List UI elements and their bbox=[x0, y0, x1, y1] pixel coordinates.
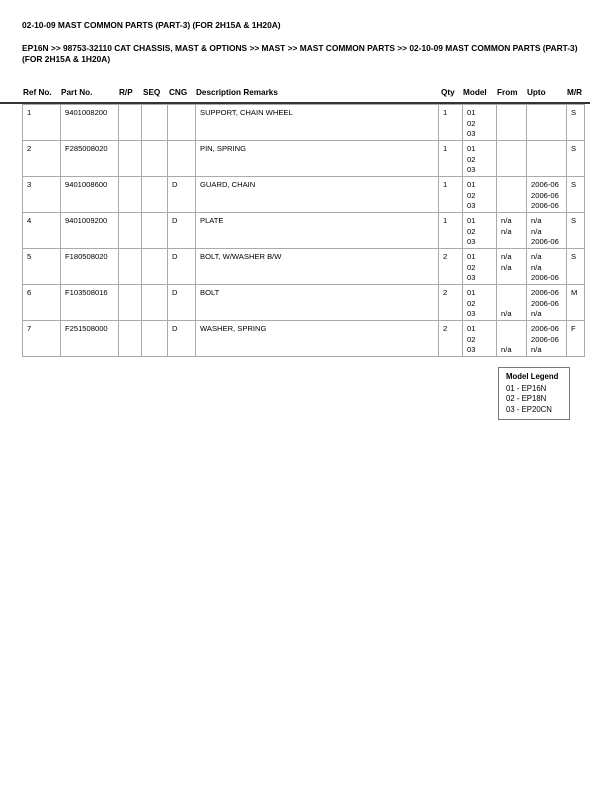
cell-from bbox=[497, 177, 527, 213]
legend-title: Model Legend bbox=[506, 372, 559, 381]
cell-rp bbox=[119, 177, 142, 213]
upto-line bbox=[531, 165, 563, 176]
header-cng: CNG bbox=[169, 88, 188, 97]
cell-upto bbox=[527, 105, 567, 141]
upto-line: n/a bbox=[531, 216, 542, 225]
cell-model bbox=[463, 105, 497, 141]
cell-model bbox=[463, 321, 497, 357]
cell-from bbox=[497, 105, 527, 141]
header-from: From bbox=[497, 88, 518, 97]
from-line bbox=[501, 129, 523, 140]
header-desc: Description Remarks bbox=[196, 88, 278, 97]
upto-line: 2006-06 bbox=[531, 273, 559, 282]
cell-cng: D bbox=[168, 177, 196, 213]
model-line: 02 bbox=[467, 154, 476, 164]
table-row bbox=[23, 141, 585, 177]
cell-ref: 3 bbox=[23, 177, 61, 213]
cell-cng: D bbox=[168, 285, 196, 321]
cell-cng: D bbox=[168, 249, 196, 285]
model-line: 02 bbox=[467, 190, 476, 200]
cell-rp bbox=[119, 285, 142, 321]
model-line: 01 bbox=[467, 216, 476, 225]
cell-upto bbox=[527, 249, 567, 285]
cell-upto bbox=[527, 141, 567, 177]
cell-ref: 4 bbox=[23, 213, 61, 249]
from-line bbox=[501, 299, 523, 310]
cell-seq bbox=[142, 213, 168, 249]
cell-rp bbox=[119, 105, 142, 141]
cell-qty: 1 bbox=[439, 177, 463, 213]
upto-line bbox=[531, 144, 563, 155]
upto-line: 2006-06 bbox=[531, 180, 559, 189]
from-line: n/a bbox=[501, 252, 512, 261]
cell-from bbox=[497, 213, 527, 249]
cell-qty: 1 bbox=[439, 141, 463, 177]
model-line: 01 bbox=[467, 252, 476, 261]
model-line: 03 bbox=[467, 129, 476, 138]
table-row bbox=[23, 285, 585, 321]
upto-line: 2006-06 bbox=[531, 237, 559, 246]
cell-rp bbox=[119, 141, 142, 177]
from-line: n/a bbox=[501, 226, 512, 236]
cell-desc: PIN, SPRING bbox=[196, 141, 439, 177]
from-line bbox=[501, 324, 523, 335]
cell-rp bbox=[119, 321, 142, 357]
cell-mr: S bbox=[567, 141, 585, 177]
upto-line: 2006-06 bbox=[531, 298, 559, 308]
cell-cng: D bbox=[168, 213, 196, 249]
upto-line: 2006-06 bbox=[531, 201, 559, 210]
cell-qty: 2 bbox=[439, 285, 463, 321]
from-line bbox=[501, 155, 523, 166]
from-line: n/a bbox=[501, 216, 512, 225]
model-line: 02 bbox=[467, 262, 476, 272]
from-line bbox=[501, 165, 523, 176]
cell-ref: 6 bbox=[23, 285, 61, 321]
cell-mr: S bbox=[567, 105, 585, 141]
from-line: n/a bbox=[501, 309, 512, 318]
upto-line: 2006-06 bbox=[531, 288, 559, 297]
upto-line: n/a bbox=[531, 252, 542, 261]
table-row bbox=[23, 213, 585, 249]
model-line: 01 bbox=[467, 144, 476, 153]
header-ref: Ref No. bbox=[23, 88, 52, 97]
cell-qty: 1 bbox=[439, 105, 463, 141]
breadcrumb: EP16N >> 98753-32110 CAT CHASSIS, MAST & OPTIONS >> MAST >> MAST COMMON PARTS >> 02-10-09 MAST COMMON PARTS (PART-3) (FOR 2H15A & 1H20A) bbox=[22, 43, 578, 64]
cell-ref: 1 bbox=[23, 105, 61, 141]
cell-seq bbox=[142, 105, 168, 141]
upto-line: n/a bbox=[531, 226, 542, 236]
cell-part: F103508016 bbox=[61, 285, 119, 321]
model-legend bbox=[498, 367, 570, 420]
from-line bbox=[501, 288, 523, 299]
cell-model bbox=[463, 141, 497, 177]
cell-desc: BOLT, W/WASHER B/W bbox=[196, 249, 439, 285]
from-line bbox=[501, 273, 523, 284]
from-line bbox=[501, 119, 523, 130]
legend-item: 01 - EP16N bbox=[506, 383, 547, 393]
cell-mr: S bbox=[567, 177, 585, 213]
header-rp: R/P bbox=[119, 88, 133, 97]
cell-seq bbox=[142, 285, 168, 321]
cell-rp bbox=[119, 249, 142, 285]
table-row bbox=[23, 177, 585, 213]
cell-part: 9401008200 bbox=[61, 105, 119, 141]
cell-seq bbox=[142, 141, 168, 177]
cell-cng bbox=[168, 105, 196, 141]
legend-item: 03 - EP20CN bbox=[506, 404, 552, 414]
header-mr: M/R bbox=[567, 88, 583, 97]
from-line bbox=[501, 335, 523, 346]
model-line: 01 bbox=[467, 324, 476, 333]
upto-line: 2006-06 bbox=[531, 334, 559, 344]
model-line: 03 bbox=[467, 345, 476, 354]
cell-ref: 2 bbox=[23, 141, 61, 177]
cell-part: F180508020 bbox=[61, 249, 119, 285]
cell-model bbox=[463, 213, 497, 249]
model-line: 02 bbox=[467, 298, 476, 308]
upto-line: n/a bbox=[531, 262, 542, 272]
table-row bbox=[23, 105, 585, 141]
upto-line: n/a bbox=[531, 309, 542, 318]
cell-mr: M bbox=[567, 285, 585, 321]
page-title: 02-10-09 MAST COMMON PARTS (PART-3) (FOR 2H15A & 1H20A) bbox=[22, 20, 281, 30]
header-model: Model bbox=[463, 88, 487, 97]
model-line: 01 bbox=[467, 288, 476, 297]
from-line bbox=[501, 144, 523, 155]
header-upto: Upto bbox=[527, 88, 546, 97]
table-row bbox=[23, 249, 585, 285]
from-line bbox=[501, 237, 523, 248]
table-row bbox=[23, 321, 585, 357]
cell-desc: SUPPORT, CHAIN WHEEL bbox=[196, 105, 439, 141]
model-line: 03 bbox=[467, 273, 476, 282]
cell-ref: 7 bbox=[23, 321, 61, 357]
model-line: 01 bbox=[467, 108, 476, 117]
cell-seq bbox=[142, 177, 168, 213]
cell-qty: 2 bbox=[439, 249, 463, 285]
cell-cng: D bbox=[168, 321, 196, 357]
upto-line bbox=[531, 108, 563, 119]
model-line: 02 bbox=[467, 334, 476, 344]
upto-line: 2006-06 bbox=[531, 190, 559, 200]
cell-desc: PLATE bbox=[196, 213, 439, 249]
cell-ref: 5 bbox=[23, 249, 61, 285]
cell-from bbox=[497, 141, 527, 177]
from-line: n/a bbox=[501, 345, 512, 354]
cell-from bbox=[497, 321, 527, 357]
cell-part: F251508000 bbox=[61, 321, 119, 357]
upto-line bbox=[531, 129, 563, 140]
upto-line bbox=[531, 155, 563, 166]
cell-seq bbox=[142, 321, 168, 357]
header-seq: SEQ bbox=[143, 88, 161, 97]
cell-upto bbox=[527, 213, 567, 249]
cell-rp bbox=[119, 213, 142, 249]
model-line: 03 bbox=[467, 309, 476, 318]
cell-part: 9401009200 bbox=[61, 213, 119, 249]
upto-line: 2006-06 bbox=[531, 324, 559, 333]
from-line bbox=[501, 191, 523, 202]
cell-from bbox=[497, 249, 527, 285]
cell-model bbox=[463, 249, 497, 285]
upto-line bbox=[531, 119, 563, 130]
cell-seq bbox=[142, 249, 168, 285]
cell-desc: WASHER, SPRING bbox=[196, 321, 439, 357]
model-line: 03 bbox=[467, 237, 476, 246]
cell-model bbox=[463, 177, 497, 213]
model-line: 02 bbox=[467, 226, 476, 236]
cell-from bbox=[497, 285, 527, 321]
from-line: n/a bbox=[501, 262, 512, 272]
cell-upto bbox=[527, 285, 567, 321]
model-line: 03 bbox=[467, 201, 476, 210]
cell-cng bbox=[168, 141, 196, 177]
from-line bbox=[501, 108, 523, 119]
cell-mr: S bbox=[567, 249, 585, 285]
from-line bbox=[501, 180, 523, 191]
upto-line: n/a bbox=[531, 345, 542, 354]
from-line bbox=[501, 201, 523, 212]
cell-mr: F bbox=[567, 321, 585, 357]
cell-qty: 2 bbox=[439, 321, 463, 357]
parts-table bbox=[22, 104, 585, 357]
legend-item: 02 - EP18N bbox=[506, 394, 547, 403]
header-qty: Qty bbox=[441, 88, 455, 97]
model-line: 01 bbox=[467, 180, 476, 189]
cell-part: F285008020 bbox=[61, 141, 119, 177]
cell-part: 9401008600 bbox=[61, 177, 119, 213]
cell-desc: GUARD, CHAIN bbox=[196, 177, 439, 213]
cell-mr: S bbox=[567, 213, 585, 249]
cell-upto bbox=[527, 321, 567, 357]
header-part: Part No. bbox=[61, 88, 93, 97]
cell-upto bbox=[527, 177, 567, 213]
cell-model bbox=[463, 285, 497, 321]
cell-desc: BOLT bbox=[196, 285, 439, 321]
model-line: 03 bbox=[467, 165, 476, 174]
model-line: 02 bbox=[467, 118, 476, 128]
cell-qty: 1 bbox=[439, 213, 463, 249]
